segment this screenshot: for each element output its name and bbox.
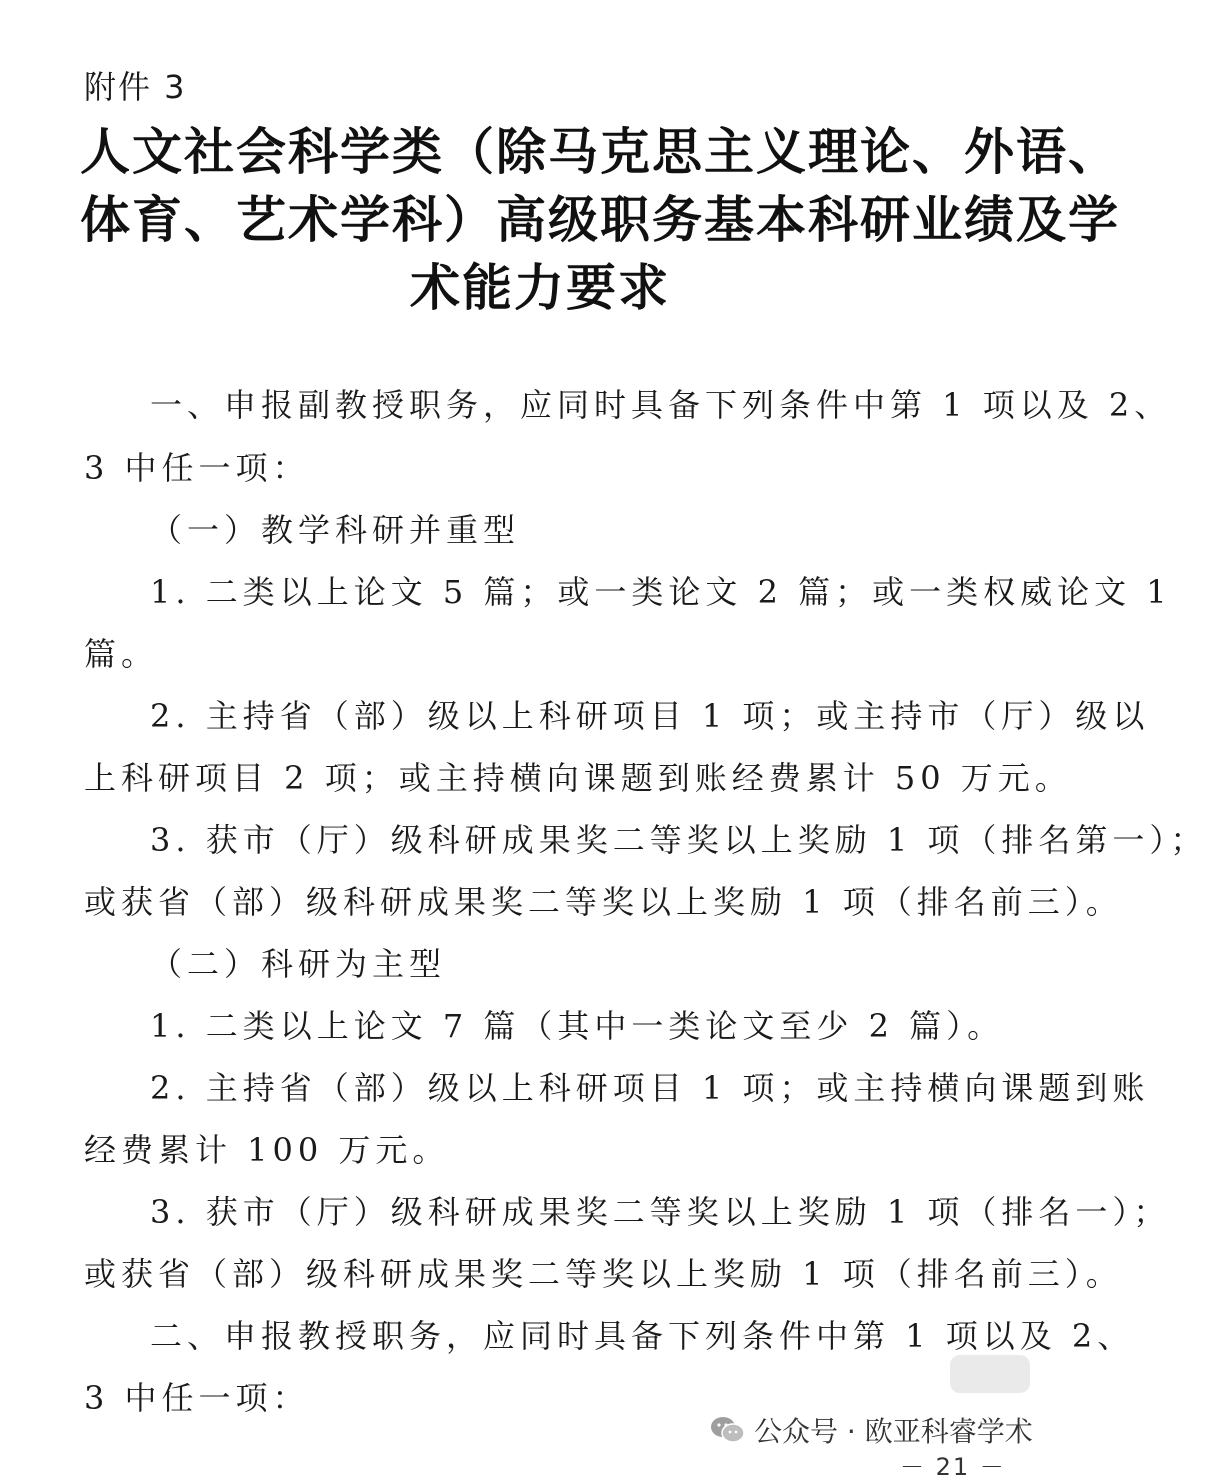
body-line-1: 一、申报副教授职务，应同时具备下列条件中第 1 项以及 2、	[150, 386, 1172, 424]
document-title-line-3: 术能力要求	[410, 259, 670, 317]
document-title-line-2: 体育、艺术学科）高级职务基本科研业绩及学	[80, 191, 1120, 249]
watermark-badge	[950, 1355, 1030, 1393]
body-line-6: 2. 主持省（部）级以上科研项目 1 项；或主持市（厅）级以	[150, 697, 1150, 735]
section-heading-2: （二）科研为主型	[150, 945, 447, 983]
body-line-13: 经费累计 100 万元。	[84, 1131, 450, 1169]
body-line-14: 3. 获市（厅）级科研成果奖二等奖以上奖励 1 项（排名一）；	[150, 1193, 1171, 1231]
body-line-5: 篇。	[84, 635, 159, 673]
body-line-8: 3. 获市（厅）级科研成果奖二等奖以上奖励 1 项（排名第一）；	[150, 821, 1207, 859]
body-line-4: 1. 二类以上论文 5 篇；或一类论文 2 篇；或一类权威论文 1	[150, 573, 1172, 611]
page-number: － 21 －	[900, 1453, 1006, 1481]
section-heading-1: （一）教学科研并重型	[150, 511, 521, 549]
attachment-label: 附件 3	[84, 68, 187, 106]
body-line-7: 上科研项目 2 项；或主持横向课题到账经费累计 50 万元。	[84, 759, 1072, 797]
body-line-16: 二、申报教授职务，应同时具备下列条件中第 1 项以及 2、	[150, 1317, 1135, 1355]
body-line-12: 2. 主持省（部）级以上科研项目 1 项；或主持横向课题到账	[150, 1069, 1150, 1107]
body-line-9: 或获省（部）级科研成果奖二等奖以上奖励 1 项（排名前三）。	[84, 883, 1123, 921]
wechat-icon	[710, 1415, 746, 1445]
body-line-17: 3 中任一项：	[84, 1379, 310, 1417]
wechat-watermark	[710, 1410, 1033, 1450]
body-line-11: 1. 二类以上论文 7 篇（其中一类论文至少 2 篇）。	[150, 1007, 1005, 1045]
body-line-2: 3 中任一项：	[84, 449, 310, 487]
body-line-15: 或获省（部）级科研成果奖二等奖以上奖励 1 项（排名前三）。	[84, 1255, 1123, 1293]
document-title-line-1: 人文社会科学类（除马克思主义理论、外语、	[80, 123, 1120, 181]
watermark-text: 公众号 · 欧亚科睿学术	[754, 1415, 1033, 1448]
